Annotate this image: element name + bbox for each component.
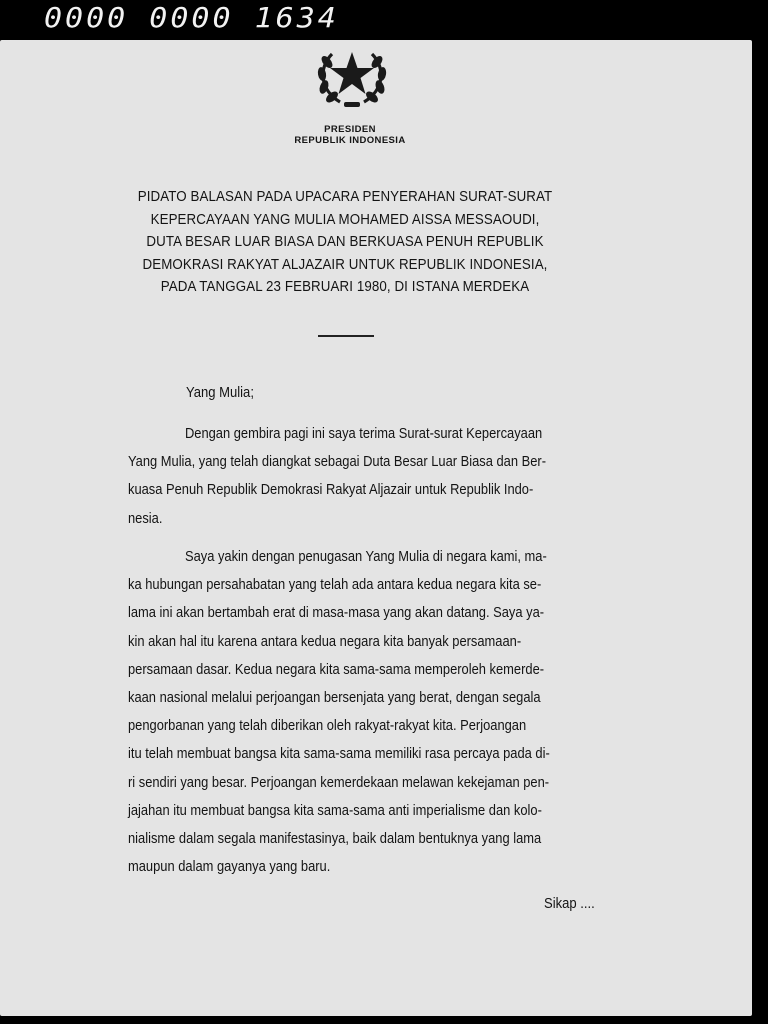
presidential-seal-star-icon bbox=[310, 40, 394, 112]
salutation: Yang Mulia; bbox=[186, 385, 254, 401]
microfilm-frame-code: 0000 0000 1634 bbox=[44, 2, 339, 35]
text-line: Dengan gembira pagi ini saya terima Surat-surat Kepercayaan bbox=[184, 426, 543, 442]
text-line: pengorbanan yang telah diberikan oleh rakyat-rakyat kita. Perjoangan bbox=[128, 718, 527, 735]
paragraph-1 bbox=[128, 420, 626, 533]
text-line: ka hubungan persahabatan yang telah ada antara kedua negara kita se- bbox=[128, 577, 542, 594]
title-line: PIDATO BALASAN PADA UPACARA PENYERAHAN SURAT-SURAT bbox=[137, 189, 553, 205]
text-line: nesia. bbox=[128, 510, 163, 527]
text-line: nialisme dalam segala manifestasinya, baik dalam bentuknya yang lama bbox=[128, 831, 542, 848]
text-line: itu telah membuat bangsa kita sama-sama memiliki rasa percaya pada di- bbox=[128, 746, 550, 763]
title-line: PADA TANGGAL 23 FEBRUARI 1980, DI ISTANA MERDEKA bbox=[160, 279, 530, 295]
continuation-word: Sikap .... bbox=[544, 896, 595, 912]
text-line: lama ini akan bertambah erat di masa-masa yang akan datang. Saya ya- bbox=[128, 605, 545, 622]
title-line: DUTA BESAR LUAR BIASA DAN BERKUASA PENUH REPUBLIK bbox=[146, 234, 544, 250]
letterhead-line-1: PRESIDEN bbox=[324, 124, 376, 135]
text-line: kaan nasional melalui perjoangan bersenjata yang berat, dengan segala bbox=[128, 690, 541, 707]
text-line: jajahan itu membuat bangsa kita sama-sama anti imperialisme dan kolo- bbox=[128, 802, 542, 819]
text-line: maupun dalam gayanya yang baru. bbox=[128, 859, 331, 876]
speech-title bbox=[120, 186, 571, 299]
letterhead bbox=[250, 124, 450, 146]
text-line: ri sendiri yang besar. Perjoangan kemerdekaan melawan kekejaman pen- bbox=[128, 774, 550, 791]
text-line: kuasa Penuh Republik Demokrasi Rakyat Aljazair untuk Republik Indo- bbox=[128, 482, 534, 499]
title-divider bbox=[318, 335, 374, 337]
title-line: DEMOKRASI RAKYAT ALJAZAIR UNTUK REPUBLIK INDONESIA, bbox=[142, 256, 548, 273]
text-line: Yang Mulia, yang telah diangkat sebagai Duta Besar Luar Biasa dan Ber- bbox=[128, 454, 547, 471]
text-line: persamaan dasar. Kedua negara kita sama-sama memperoleh kemerde- bbox=[128, 661, 545, 678]
letterhead-line-2: REPUBLIK INDONESIA bbox=[294, 135, 406, 146]
text-line: Saya yakin dengan penugasan Yang Mulia di negara kami, ma- bbox=[184, 549, 547, 565]
paragraph-2 bbox=[128, 543, 626, 881]
text-line: kin akan hal itu karena antara kedua negara kita banyak persamaan- bbox=[128, 633, 522, 650]
document-page bbox=[0, 40, 752, 1016]
title-line: KEPERCAYAAN YANG MULIA MOHAMED AISSA MESSAOUDI, bbox=[150, 211, 540, 228]
